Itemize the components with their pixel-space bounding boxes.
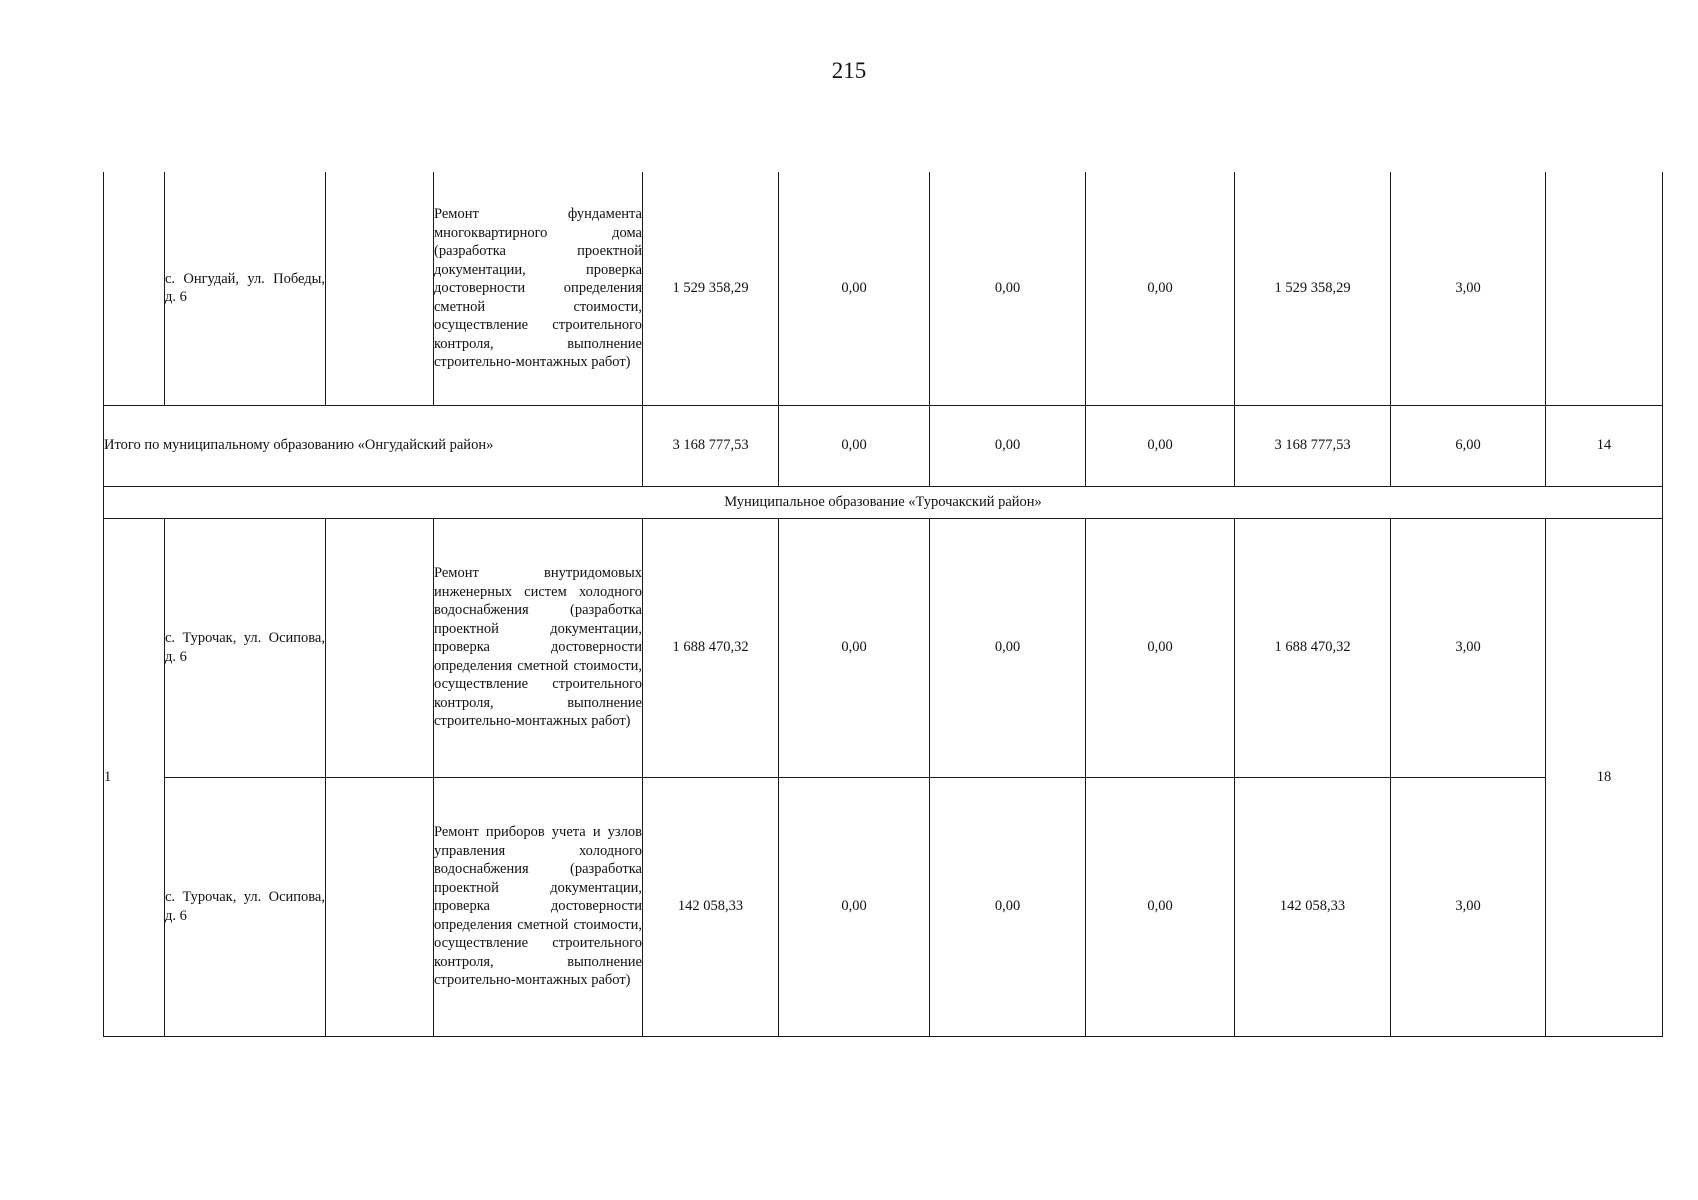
- total-value-cell-4: 0,00: [1086, 405, 1235, 486]
- table-row-turochak-2: [104, 777, 1663, 1036]
- total-value-cell-1: 3 168 777,53: [643, 405, 779, 486]
- page-number: 215: [831, 58, 867, 83]
- empty-cell: [326, 172, 434, 405]
- section-header-turochak: Муниципальное образование «Турочакский район»: [104, 486, 1663, 518]
- work-description-text: Ремонт фундамента многоквартирного дома (разработка проектной документации, проверка достоверности определения сметной стоимости, осуществление строительного контроля, выполнение строительно-монтажных работ): [434, 206, 642, 370]
- value-cell-6: 3,00: [1391, 777, 1546, 1036]
- value-cell-7: 18: [1546, 518, 1663, 1036]
- value-cell-5: 1 529 358,29: [1235, 172, 1391, 405]
- works-table: [103, 172, 1663, 1037]
- value-cell-3: 0,00: [930, 172, 1086, 405]
- total-value-cell-7: 14: [1546, 405, 1663, 486]
- table-row-ongudai-total: [104, 405, 1663, 486]
- value-cell-3: 0,00: [930, 518, 1086, 777]
- total-value-cell-5: 3 168 777,53: [1235, 405, 1391, 486]
- index-cell: [104, 172, 165, 405]
- total-value-cell-2: 0,00: [779, 405, 930, 486]
- row-index-cell: 1: [104, 518, 165, 1036]
- value-cell-4: 0,00: [1086, 172, 1235, 405]
- total-value-cell-3: 0,00: [930, 405, 1086, 486]
- work-description-text: Ремонт внутридомовых инженерных систем холодного водоснабжения (разработка проектной документации, проверка достоверности определения сметной стоимости, осуществление строительного контроля, выполнение строительно-монтажных работ): [434, 565, 642, 730]
- value-cell-2: 0,00: [779, 172, 930, 405]
- address-text: с. Турочак, ул. Осипова, д. 6: [165, 889, 325, 924]
- work-description-text: Ремонт приборов учета и узлов управления холодного водоснабжения (разработка проектной документации, проверка достоверности определения сметной стоимости, осуществление строительного контроля, выполнение строительно-монтажных работ): [434, 824, 642, 989]
- work-description-cell: [434, 172, 643, 405]
- value-cell-1: 142 058,33: [643, 777, 779, 1036]
- value-cell-6: 3,00: [1391, 172, 1546, 405]
- address-cell: [165, 777, 326, 1036]
- address-text: с. Онгудай, ул. Победы, д. 6: [165, 270, 325, 306]
- table-row-ongudai: [104, 172, 1663, 405]
- value-cell-5: 142 058,33: [1235, 777, 1391, 1036]
- value-cell-1: 1 529 358,29: [643, 172, 779, 405]
- value-cell-1: 1 688 470,32: [643, 518, 779, 777]
- address-cell: [165, 518, 326, 777]
- empty-cell: [326, 777, 434, 1036]
- value-cell-4: 0,00: [1086, 518, 1235, 777]
- section-header-row: [104, 486, 1663, 518]
- value-cell-2: 0,00: [779, 777, 930, 1036]
- address-text: с. Турочак, ул. Осипова, д. 6: [165, 630, 325, 665]
- value-cell-6: 3,00: [1391, 518, 1546, 777]
- empty-cell: [1546, 172, 1663, 405]
- total-label-cell: Итого по муниципальному образованию «Онгудайский район»: [104, 405, 643, 486]
- address-cell: [165, 172, 326, 405]
- work-description-cell: [434, 518, 643, 777]
- value-cell-2: 0,00: [779, 518, 930, 777]
- work-description-cell: [434, 777, 643, 1036]
- table-row-turochak-1: [104, 518, 1663, 777]
- total-value-cell-6: 6,00: [1391, 405, 1546, 486]
- value-cell-4: 0,00: [1086, 777, 1235, 1036]
- empty-cell: [326, 518, 434, 777]
- value-cell-5: 1 688 470,32: [1235, 518, 1391, 777]
- value-cell-3: 0,00: [930, 777, 1086, 1036]
